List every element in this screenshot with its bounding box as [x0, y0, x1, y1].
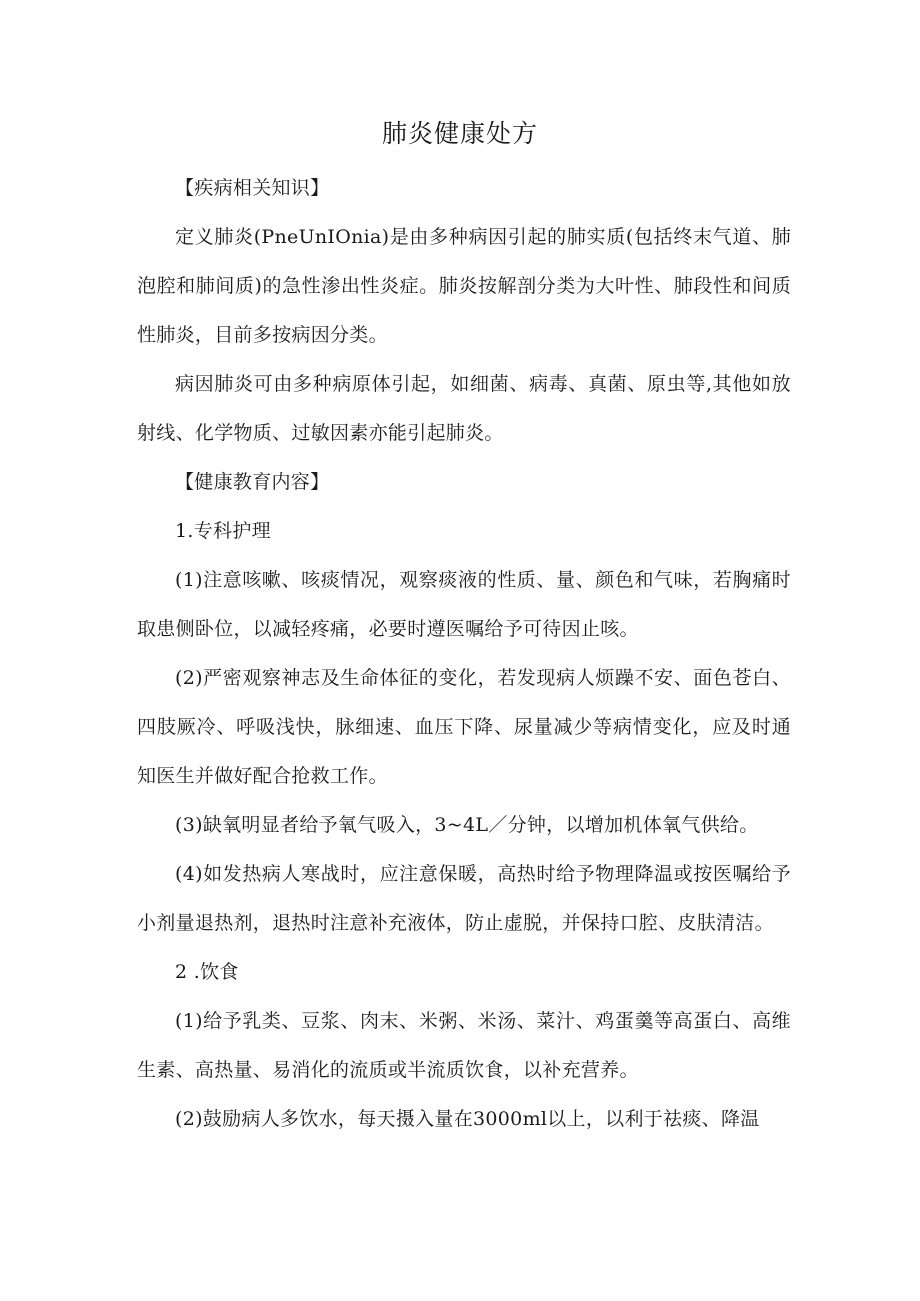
- subheading-diet: 2 .饮食: [175, 961, 239, 983]
- document-title: 肺炎健康处方: [381, 119, 538, 148]
- section-heading-disease-knowledge: 【疾病相关知识】: [175, 177, 330, 199]
- paragraph-care-item-1: (1)注意咳嗽、咳痰情况，观察痰液的性质、量、颜色和气味，若胸痛时取患侧卧位，以减轻疼痛，必要时遵医嘱给予可待因止咳。: [137, 569, 791, 640]
- paragraph-diet-item-2: (2)鼓励病人多饮水，每天摄入量在3000ml以上，以利于祛痰、降温: [175, 1108, 760, 1130]
- paragraph-care-item-3: (3)缺氧明显者给予氧气吸入，3~4L／分钟，以增加机体氧气供给。: [175, 814, 759, 836]
- paragraph-cause: 病因肺炎可由多种病原体引起，如细菌、病毒、真菌、原虫等,其他如放射线、化学物质、过敏因素亦能引起肺炎。: [137, 373, 791, 444]
- paragraph-care-item-4: (4)如发热病人寒战时，应注意保暖，高热时给予物理降温或按医嘱给予小剂量退热剂，退热时注意补充液体，防止虚脱，并保持口腔、皮肤清洁。: [137, 863, 791, 934]
- paragraph-definition: 定义肺炎(PneUnIOnia)是由多种病因引起的肺实质(包括终末气道、肺泡腔和肺间质)的急性渗出性炎症。肺炎按解剖分类为大叶性、肺段性和间质性肺炎，目前多按病因分类。: [137, 226, 791, 346]
- section-heading-health-education: 【健康教育内容】: [175, 471, 330, 493]
- document-body: [137, 164, 791, 1144]
- paragraph-diet-item-1: (1)给予乳类、豆浆、肉末、米粥、米汤、菜汁、鸡蛋羹等高蛋白、高维生素、高热量、易消化的流质或半流质饮食，以补充营养。: [137, 1010, 791, 1081]
- subheading-specialist-care: 1.专科护理: [175, 520, 271, 542]
- paragraph-care-item-2: (2)严密观察神志及生命体征的变化，若发现病人烦躁不安、面色苍白、四肢厥冷、呼吸浅快，脉细速、血压下降、尿量减少等病情变化，应及时通知医生并做好配合抢救工作。: [137, 667, 791, 787]
